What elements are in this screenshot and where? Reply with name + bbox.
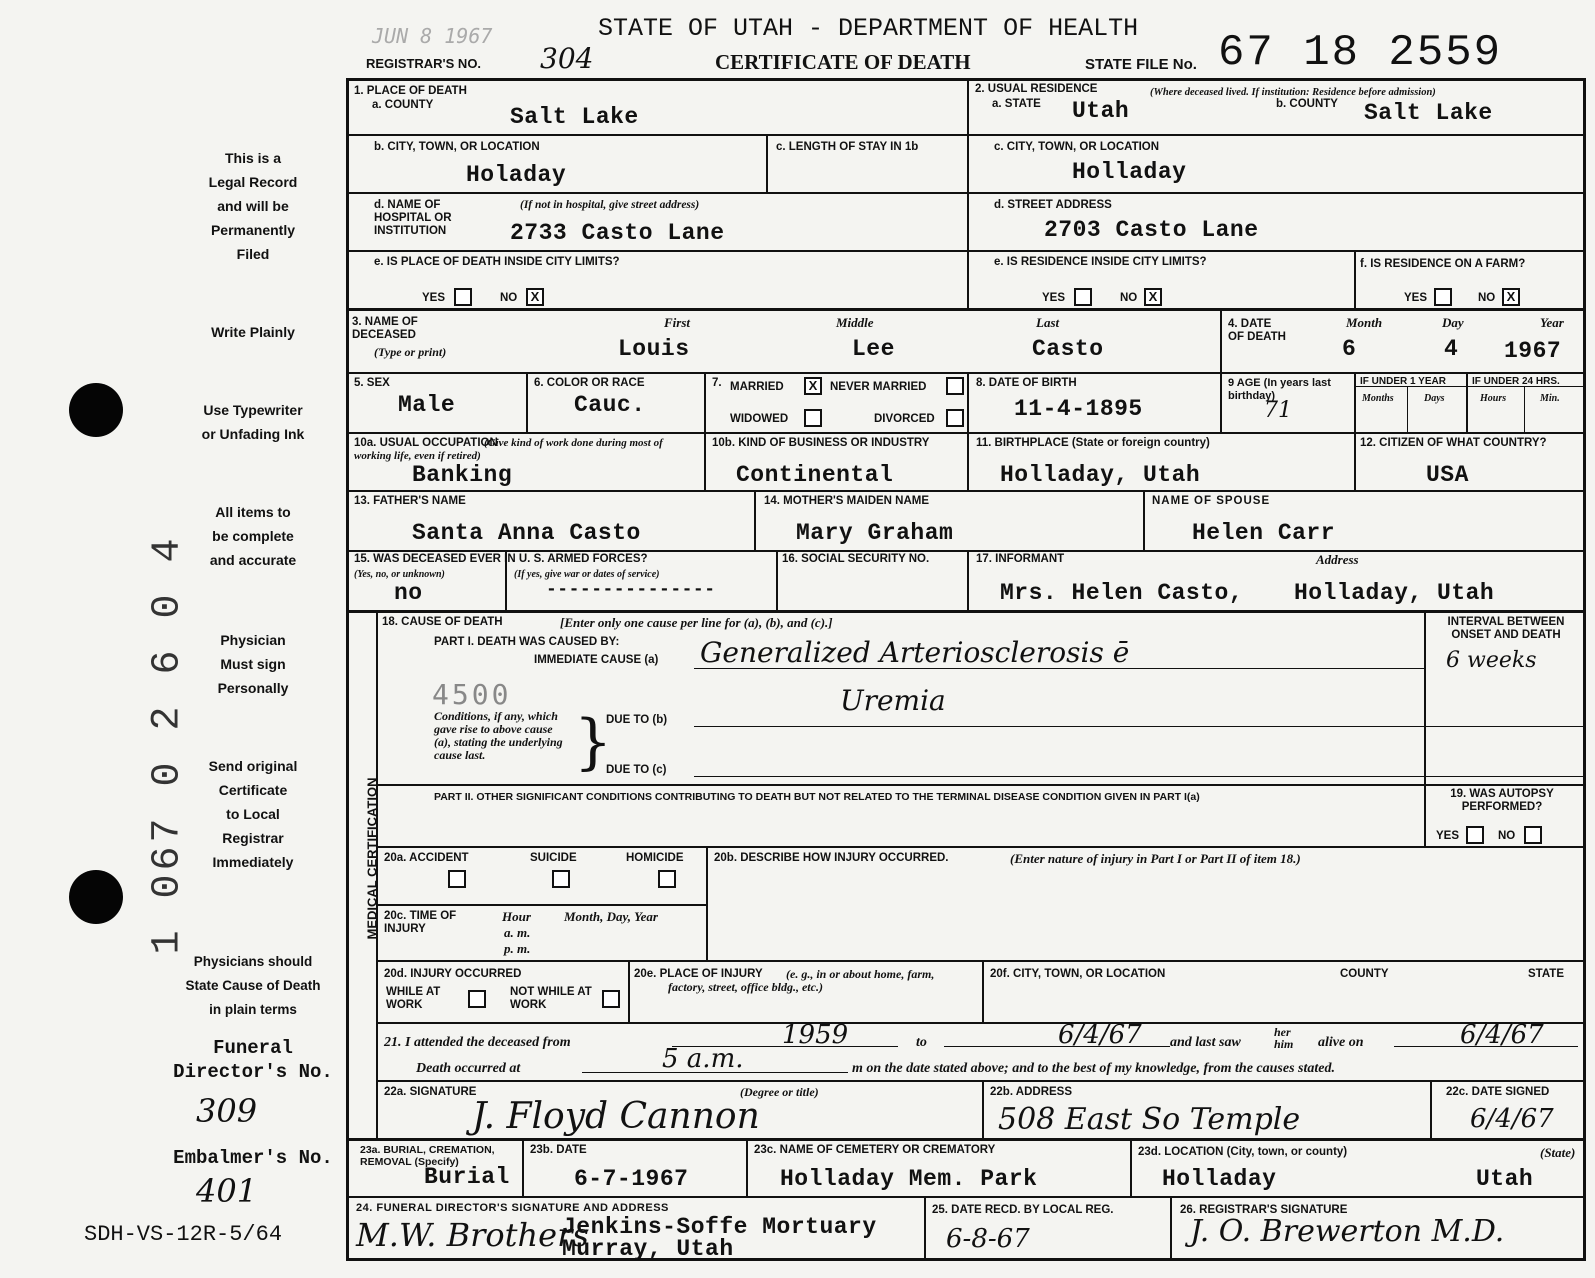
death-inside-city-yes-label: YES [422,292,446,304]
registrar-signature-label: 26. REGISTRAR'S SIGNATURE [1180,1204,1348,1216]
write-plainly-note: Write Plainly [211,324,295,340]
informant-address-label: Address [1316,552,1359,567]
divorced-checkbox[interactable] [946,409,964,427]
funeral-signature-label: 24. FUNERAL DIRECTOR'S SIGNATURE AND ADDRESS [356,1202,669,1214]
interval: 6 weeks [1446,648,1537,673]
her-him-label: her him [1274,1025,1294,1051]
residence-city-label: c. CITY, TOWN, OR LOCATION [994,141,1160,153]
length-of-stay-label: c. LENGTH OF STAY IN 1b [776,141,919,153]
state-file-no: 67 18 2559 [1218,28,1503,78]
occupation-note: (Give kind of work done during most of working life, even if retired) [354,437,663,462]
conditions-brace: } [574,707,613,777]
never-married-label: NEVER MARRIED [830,381,927,393]
conditions-note: Conditions, if any, which gave rise to above cause (a), stating the underlying cause last. [434,709,563,762]
burial-method-label: 23a. BURIAL, CREMATION, REMOVAL (Specify) [360,1144,495,1168]
burial-date: 6-7-1967 [574,1166,689,1192]
month-label: Month [1346,315,1383,330]
month-day-year-label: Month, Day, Year [564,909,658,924]
last-name-label: Last [1036,315,1060,330]
residence-farm-no-label: NO [1478,292,1496,304]
armed-forces-note: (Yes, no, or unknown) [354,569,445,580]
alive-on-label: alive on [1318,1035,1364,1050]
informant-label: 17. INFORMANT [976,553,1065,565]
under-1-year-label: IF UNDER 1 YEAR [1360,376,1446,387]
state-file-label: STATE FILE No. [1085,56,1197,73]
attended-label: 21. I attended the deceased from [384,1035,571,1050]
residence-state: Utah [1072,98,1130,124]
business: Continental [736,462,894,488]
due-to-c-label: DUE TO (c) [606,764,667,776]
dob-label: 8. DATE OF BIRTH [976,377,1077,389]
describe-injury-note: (Enter nature of injury in Part I or Part II of item 18.) [1010,851,1301,866]
residence-inside-city-mark: X [1148,289,1158,304]
punch-hole-top [69,383,123,437]
send-original-note: Send original Certificate to Local Registrar Immediately [208,758,298,870]
death-year: 1967 [1504,338,1562,364]
burial-location: Holladay [1162,1166,1277,1192]
sex-label: 5. SEX [354,377,390,389]
first-name-label: First [664,315,691,330]
spouse-label: NAME OF SPOUSE [1152,495,1271,507]
date-received-label: 25. DATE RECD. BY LOCAL REG. [932,1204,1114,1216]
attended-to: 6/4/67 [1058,1020,1142,1050]
death-inside-city-no-label: NO [500,292,518,304]
armed-forces: no [394,580,423,606]
embalmer-label: Embalmer's No. [173,1147,333,1169]
physician-sign-note: Physician Must sign Personally [217,632,289,696]
divorced-label: DIVORCED [874,413,935,425]
business-label: 10b. KIND OF BUSINESS OR INDUSTRY [712,437,930,449]
race: Cauc. [574,392,646,418]
interval-label: INTERVAL BETWEEN ONSET AND DEATH [1447,616,1565,641]
physicians-cause-note: Physicians should State Cause of Death in plain terms [185,954,321,1017]
age: 71 [1264,398,1292,423]
min-label: Min. [1540,393,1560,404]
death-inside-city-no-checkbox[interactable] [526,288,544,306]
received-stamp: JUN 8 1967 [372,24,493,48]
last-saw-label: and last saw [1170,1035,1241,1050]
mother-label: 14. MOTHER'S MAIDEN NAME [764,495,930,507]
suicide-checkbox[interactable] [552,870,570,888]
place-of-death-label: 1. PLACE OF DEATH [354,85,467,97]
father-label: 13. FATHER'S NAME [354,495,466,507]
typewriter-note: Use Typewriter or Unfading Ink [201,402,305,442]
under-24-hrs-label: IF UNDER 24 HRS. [1472,376,1560,387]
autopsy-yes-label: YES [1436,830,1460,842]
date-signed-label: 22c. DATE SIGNED [1446,1086,1550,1098]
armed-dates-note: (If yes, give war or dates of service) [514,569,660,580]
certification-statement: m on the date stated above; and to the best of my knowledge, from the causes stated. [852,1061,1335,1076]
code-stamp: 4500 [432,678,512,711]
date-of-birth: 11-4-1895 [1014,396,1143,422]
injury-state-label: STATE [1528,968,1564,980]
death-inside-city-yes-checkbox[interactable] [454,288,472,306]
physician-address: 508 East So Temple [998,1102,1301,1137]
residence-street-label: d. STREET ADDRESS [994,199,1112,211]
residence-county: Salt Lake [1364,100,1493,126]
mortuary-name: Jenkins-Soffe Mortuary [562,1214,877,1240]
cemetery: Holladay Mem. Park [780,1166,1038,1192]
form-number: SDH-VS-12R-5/64 [84,1222,283,1247]
due-to-b-label: DUE TO (b) [606,714,668,726]
hour-label: Hour [502,909,531,924]
sex: Male [398,392,456,418]
injury-county-label: COUNTY [1340,968,1389,980]
funeral-director-no: 309 [196,1092,258,1130]
to-label: to [916,1035,927,1050]
occupation: Banking [412,462,513,488]
race-label: 6. COLOR OR RACE [534,377,645,389]
medical-certification-label: MEDICAL CERTIFICATION [364,777,380,940]
burial-state-label: (State) [1540,1145,1576,1160]
burial-location-label: 23d. LOCATION (City, town, or county) [1138,1146,1348,1158]
death-county-label: a. COUNTY [372,99,434,111]
residence-state-label: a. STATE [992,98,1041,110]
homicide-checkbox[interactable] [658,870,676,888]
burial-method: Burial [424,1164,510,1190]
father-name: Santa Anna Casto [412,520,641,546]
death-inside-city-mark: X [530,289,540,304]
registrar-no-label: REGISTRAR'S NO. [366,56,482,71]
armed-dates: --------------- [546,580,716,600]
registrar-no: 304 [540,42,594,75]
death-occurred-at: 5 a.m. [662,1044,744,1074]
death-day: 4 [1444,336,1459,362]
mother-name: Mary Graham [796,520,954,546]
autopsy-label: 19. WAS AUTOPSY PERFORMED? [1450,788,1554,813]
residence-city: Holladay [1072,159,1187,185]
residence-county-label: b. COUNTY [1276,98,1338,110]
birthplace: Holladay, Utah [1000,462,1201,488]
middle-name-label: Middle [836,315,874,330]
day-label: Day [1442,315,1464,330]
death-month: 6 [1342,336,1357,362]
place-of-injury-note: (e. g., in or about home, farm, factory, street, office bldg., etc.) [668,967,935,994]
date-signed: 6/4/67 [1470,1104,1554,1134]
cause-note: [Enter only one cause per line for (a), (b), and (c).] [560,615,833,630]
last-saw-date: 6/4/67 [1460,1020,1544,1050]
autopsy-yes-checkbox[interactable] [1466,826,1484,844]
immediate-cause-label: IMMEDIATE CAUSE (a) [534,654,659,666]
married-mark: X [808,378,818,393]
funeral-director-label: Funeral Director's No. [173,1037,333,1083]
part1-label: PART I. DEATH WAS CAUSED BY: [434,636,620,648]
citizen-label: 12. CITIZEN OF WHAT COUNTRY? [1360,437,1547,449]
ssn-label: 16. SOCIAL SECURITY NO. [782,553,930,565]
immediate-cause: Generalized Arteriosclerosis ē [700,636,1130,669]
informant: Mrs. Helen Casto, [1000,580,1244,606]
residence-inside-city-yes-label: YES [1042,292,1066,304]
death-occurred-at-label: Death occurred at [416,1061,521,1076]
while-at-work-checkbox[interactable] [468,990,486,1008]
residence-farm-yes-checkbox[interactable] [1434,288,1452,306]
residence-inside-city-label: e. IS RESIDENCE INSIDE CITY LIMITS? [994,256,1207,268]
marital-number: 7. [712,377,722,389]
signature-label: 22a. SIGNATURE [384,1086,477,1098]
residence-note: (Where deceased lived. If institution: Residence before admission) [1150,87,1436,98]
months-label: Months [1362,393,1394,404]
mortuary-city: Murray, Utah [562,1236,734,1262]
occupation-label: 10a. USUAL OCCUPATION [354,437,498,449]
residence-label: 2. USUAL RESIDENCE [975,83,1098,95]
birthplace-label: 11. BIRTHPLACE (State or foreign country) [976,437,1210,449]
deceased-name-label: 3. NAME OF DECEASED [352,316,418,341]
cause-of-death-label: 18. CAUSE OF DEATH [382,616,503,628]
accident-label: 20a. ACCIDENT [384,852,469,864]
hospital-label: d. NAME OF HOSPITAL OR INSTITUTION [374,199,452,237]
deceased-name-note: (Type or print) [374,345,447,359]
autopsy-no-label: NO [1498,830,1516,842]
attended-from: 1959 [782,1020,849,1050]
last-name: Casto [1032,336,1104,362]
age-label: 9 AGE (In years last birthday) [1228,377,1331,402]
registrar-signature: J. O. Brewerton M.D. [1190,1214,1505,1249]
physician-address-label: 22b. ADDRESS [990,1086,1073,1098]
residence-farm-mark: X [1506,289,1516,304]
legal-record-note: This is a Legal Record and will be Permanently Filed [208,150,298,262]
not-while-at-work-checkbox[interactable] [602,990,620,1008]
spouse-name: Helen Carr [1192,520,1336,546]
complete-accurate-note: All items to be complete and accurate [209,504,297,568]
embalmer-no: 401 [196,1172,258,1210]
injury-occurred-label: 20d. INJURY OCCURRED [384,968,522,980]
punch-hole-bottom [69,870,123,924]
residence-street: 2703 Casto Lane [1044,217,1259,243]
days-label: Days [1424,393,1445,404]
time-of-injury-label: 20c. TIME OF INJURY [384,910,457,935]
agency-title: STATE OF UTAH - DEPARTMENT OF HEALTH [598,14,1139,43]
autopsy-no-checkbox[interactable] [1524,826,1542,844]
residence-inside-city-yes-checkbox[interactable] [1074,288,1092,306]
while-at-work-label: WHILE AT WORK [386,986,441,1011]
accident-checkbox[interactable] [448,870,466,888]
burial-state: Utah [1476,1166,1534,1192]
residence-farm-no-checkbox[interactable] [1502,288,1520,306]
hospital-note: (If not in hospital, give street address) [520,199,700,211]
serial-number: 1 067 0 2 6 0 4 [145,534,191,955]
place-of-injury-label: 20e. PLACE OF INJURY [634,968,763,980]
widowed-checkbox[interactable] [804,409,822,427]
residence-farm-yes-label: YES [1404,292,1428,304]
death-city-label: b. CITY, TOWN, OR LOCATION [374,141,540,153]
informant-address: Holladay, Utah [1294,580,1495,606]
death-city: Holaday [466,162,567,188]
residence-farm-label: f. IS RESIDENCE ON A FARM? [1360,258,1526,270]
cemetery-label: 23c. NAME OF CEMETERY OR CREMATORY [754,1144,996,1156]
hospital-address: 2733 Casto Lane [510,220,725,246]
immediate-cause-continued: Uremia [840,684,946,717]
year-label: Year [1540,315,1564,330]
am-label: a. m. [504,925,531,940]
death-inside-city-label: e. IS PLACE OF DEATH INSIDE CITY LIMITS? [374,256,620,268]
citizen: USA [1426,462,1469,488]
death-county: Salt Lake [510,104,639,130]
suicide-label: SUICIDE [530,852,577,864]
physician-signature: J. Floyd Cannon [472,1096,760,1137]
describe-injury-label: 20b. DESCRIBE HOW INJURY OCCURRED. [714,852,949,864]
burial-date-label: 23b. DATE [530,1144,587,1156]
married-label: MARRIED [730,381,784,393]
pm-label: p. m. [504,941,531,956]
funeral-director-signature: M.W. Brothers [356,1216,589,1254]
residence-inside-city-no-checkbox[interactable] [1144,288,1162,306]
armed-forces-label: 15. WAS DECEASED EVER IN U. S. ARMED FORCES? [354,553,648,565]
married-checkbox[interactable] [804,377,822,395]
never-married-checkbox[interactable] [946,377,964,395]
widowed-label: WIDOWED [730,413,789,425]
residence-inside-city-no-label: NO [1120,292,1138,304]
degree-label: (Degree or title) [740,1085,819,1099]
date-of-death-label: 4. DATE OF DEATH [1228,318,1286,343]
hours-label: Hours [1480,393,1507,404]
not-while-at-work-label: NOT WHILE AT WORK [510,986,592,1011]
first-name: Louis [618,336,690,362]
injury-city-label: 20f. CITY, TOWN, OR LOCATION [990,968,1166,980]
part2-label: PART II. OTHER SIGNIFICANT CONDITIONS CONTRIBUTING TO DEATH BUT NOT RELATED TO THE TERMINAL DISEASE CONDITION GIVEN IN PART I(a) [434,791,1200,803]
date-received: 6-8-67 [946,1224,1030,1254]
middle-name: Lee [852,336,895,362]
homicide-label: HOMICIDE [626,852,684,864]
certificate-title: CERTIFICATE OF DEATH [715,50,971,74]
